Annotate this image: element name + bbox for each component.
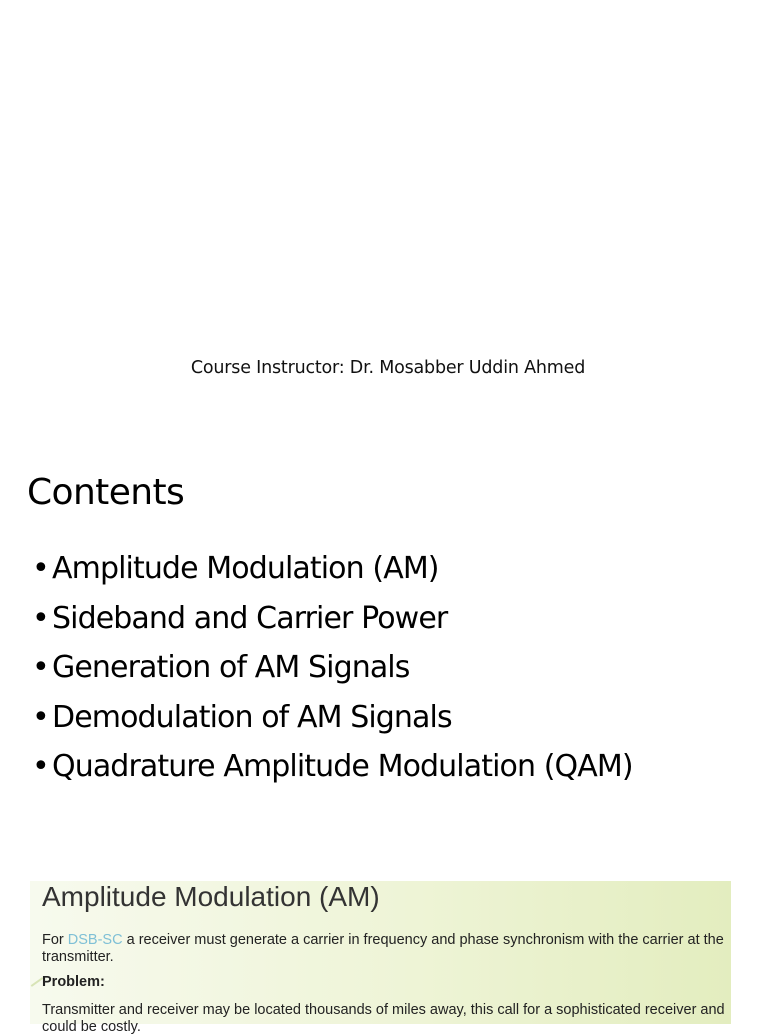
slide-title: Amplitude Modulation (AM) xyxy=(42,881,380,912)
slide-paragraph-rest: a receiver must generate a carrier in frequency and phase synchronism with the carrier at the transmitter. xyxy=(42,932,724,965)
bullet-glyph: • xyxy=(32,749,49,784)
contents-item xyxy=(32,693,633,743)
slide-problem-label: Problem: xyxy=(42,974,105,990)
contents-item-label: Sideband and Carrier Power xyxy=(52,600,448,636)
contents-item xyxy=(32,544,633,594)
bullet-glyph: • xyxy=(32,551,49,586)
contents-item-label: Demodulation of AM Signals xyxy=(52,699,452,735)
slide-paragraph xyxy=(42,932,732,965)
contents-item xyxy=(32,643,633,693)
contents-item-label: Amplitude Modulation (AM) xyxy=(52,551,439,586)
contents-list xyxy=(32,544,633,792)
slide-problem-text: Transmitter and receiver may be located thousands of miles away, this call for a sophisticated receiver and could be costly. xyxy=(42,1002,725,1035)
slide-thumbnail xyxy=(30,881,731,1035)
bullet-glyph: • xyxy=(32,650,49,685)
course-instructor: Course Instructor: Dr. Mosabber Uddin Ahmed xyxy=(190,358,586,378)
bullet-glyph: • xyxy=(32,600,49,636)
contents-item-label: Generation of AM Signals xyxy=(52,650,410,685)
contents-item xyxy=(32,742,633,792)
contents-heading: Contents xyxy=(27,472,185,513)
bullet-glyph: • xyxy=(32,699,49,735)
contents-item-label: Quadrature Amplitude Modulation (QAM) xyxy=(52,749,633,784)
slide-paragraph-prefix: For xyxy=(42,932,68,948)
slide-highlight-term: DSB-SC xyxy=(67,932,123,948)
contents-item xyxy=(32,594,633,644)
